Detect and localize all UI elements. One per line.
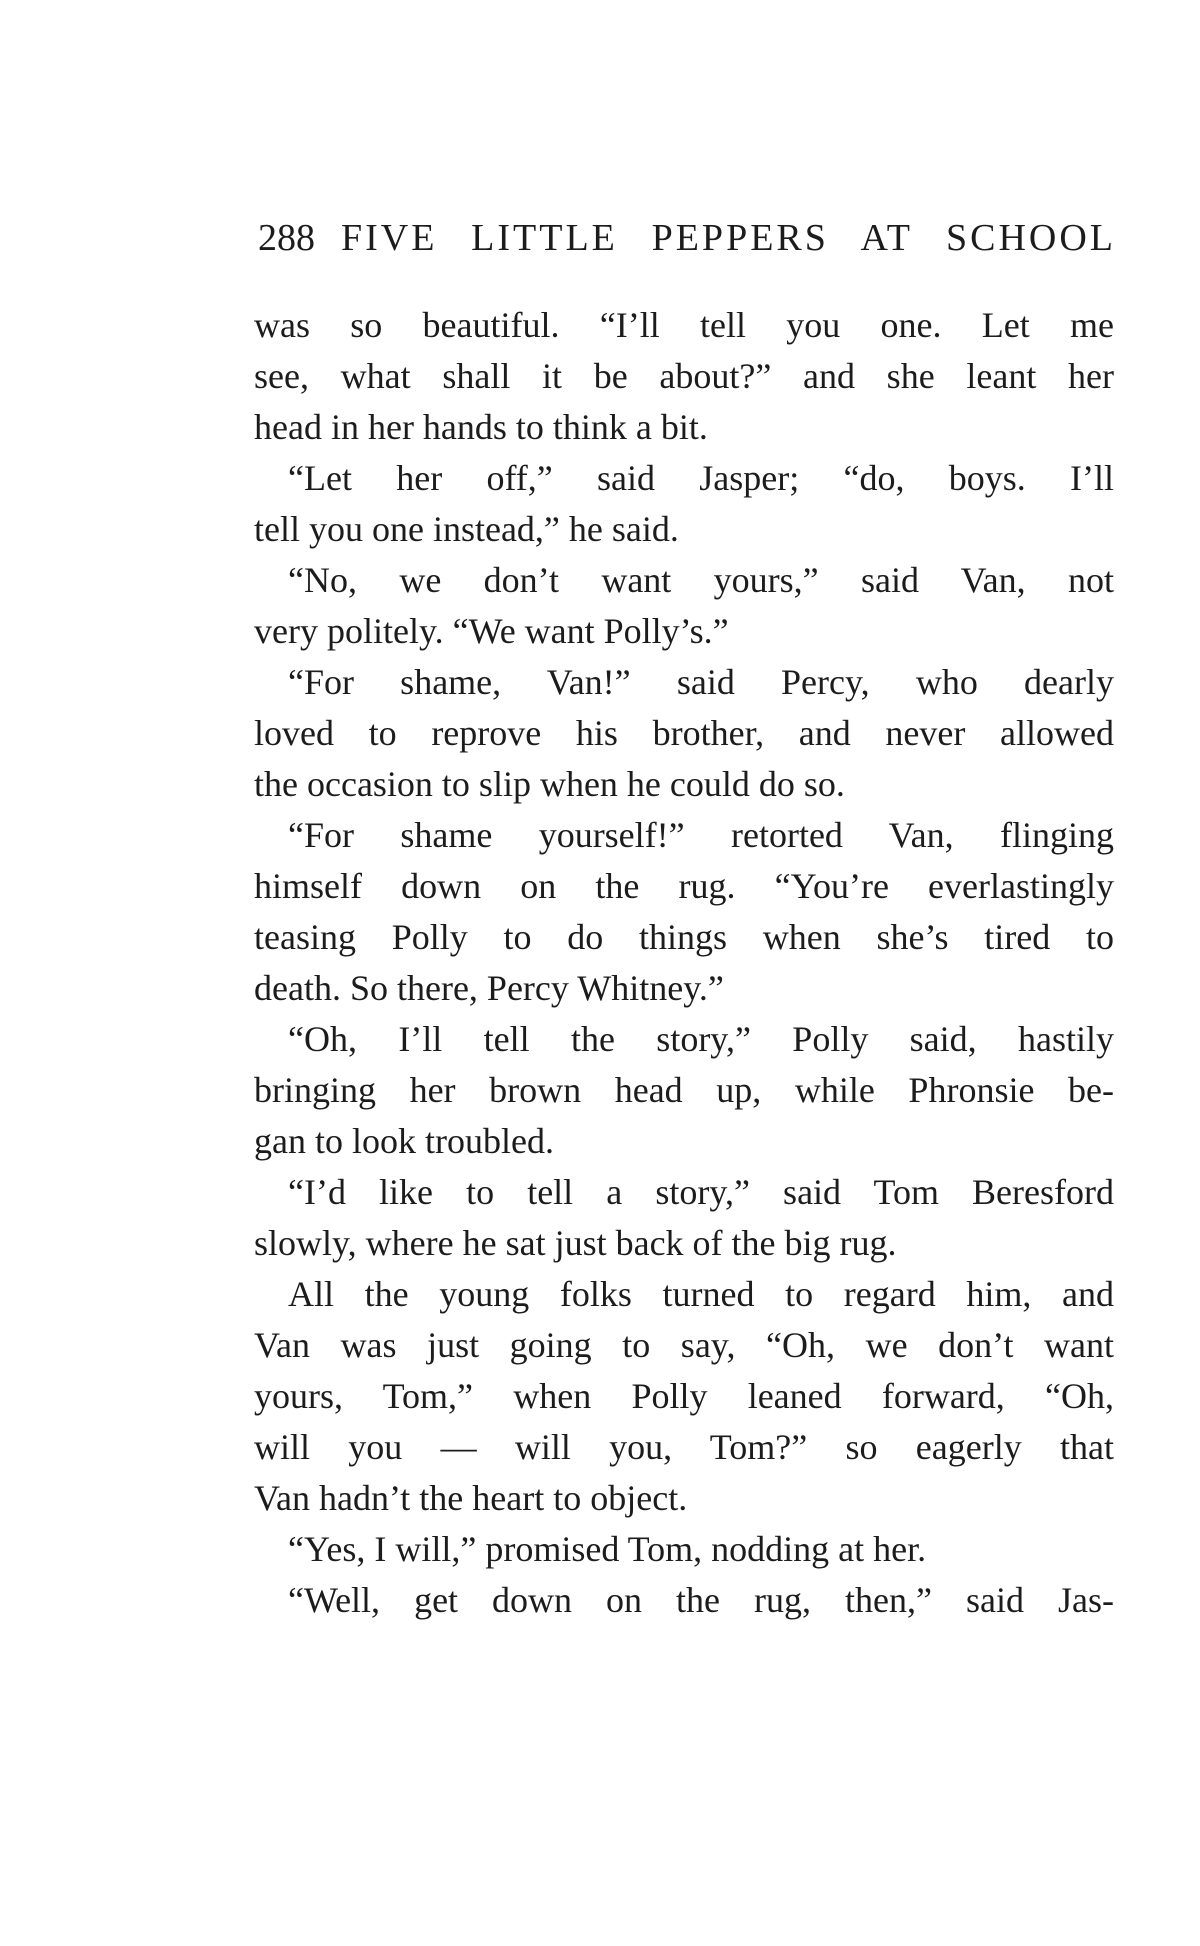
text-line: tell you one instead,” he said. [254,509,679,549]
text-line: Van hadn’t the heart to object. [254,1478,688,1518]
text-line: “Let her off,” said Jasper; “do, boys. I’ll [288,458,1114,498]
text-line: slowly, where he sat just back of the big rug. [254,1223,897,1263]
text-line: will you — will you, Tom?” so eagerly that [254,1427,1114,1467]
text-line: death. So there, Percy Whitney.” [254,968,724,1008]
text-line: the occasion to slip when he could do so. [254,764,845,804]
body-text [254,300,1114,1626]
book-title: FIVE LITTLE PEPPERS AT SCHOOL [341,217,1116,259]
text-line: very politely. “We want Polly’s.” [254,611,729,651]
text-line: gan to look troubled. [254,1121,554,1161]
text-line: “For shame yourself!” retorted Van, flinging [288,815,1114,855]
text-line: “No, we don’t want yours,” said Van, not [288,560,1114,600]
text-line: “Well, get down on the rug, then,” said Jas- [288,1580,1114,1620]
text-line: yours, Tom,” when Polly leaned forward, “Oh, [254,1376,1114,1416]
text-line: Van was just going to say, “Oh, we don’t want [254,1325,1114,1365]
page-number: 288 [258,217,315,259]
text-line: head in her hands to think a bit. [254,407,708,447]
text-line: himself down on the rug. “You’re everlastingly [254,866,1114,906]
text-line: All the young folks turned to regard him, and [288,1274,1114,1314]
text-line: bringing her brown head up, while Phronsie be- [254,1070,1114,1110]
text-line: was so beautiful. “I’ll tell you one. Let me [254,305,1114,345]
text-line: loved to reprove his brother, and never allowed [254,713,1114,753]
text-line: see, what shall it be about?” and she leant her [254,356,1114,396]
text-line: teasing Polly to do things when she’s tired to [254,917,1114,957]
text-line: “For shame, Van!” said Percy, who dearly [288,662,1114,702]
text-line: “Oh, I’ll tell the story,” Polly said, hastily [288,1019,1114,1059]
text-line: “I’d like to tell a story,” said Tom Beresford [288,1172,1114,1212]
running-head [258,216,1116,272]
text-line: “Yes, I will,” promised Tom, nodding at her. [288,1529,927,1569]
